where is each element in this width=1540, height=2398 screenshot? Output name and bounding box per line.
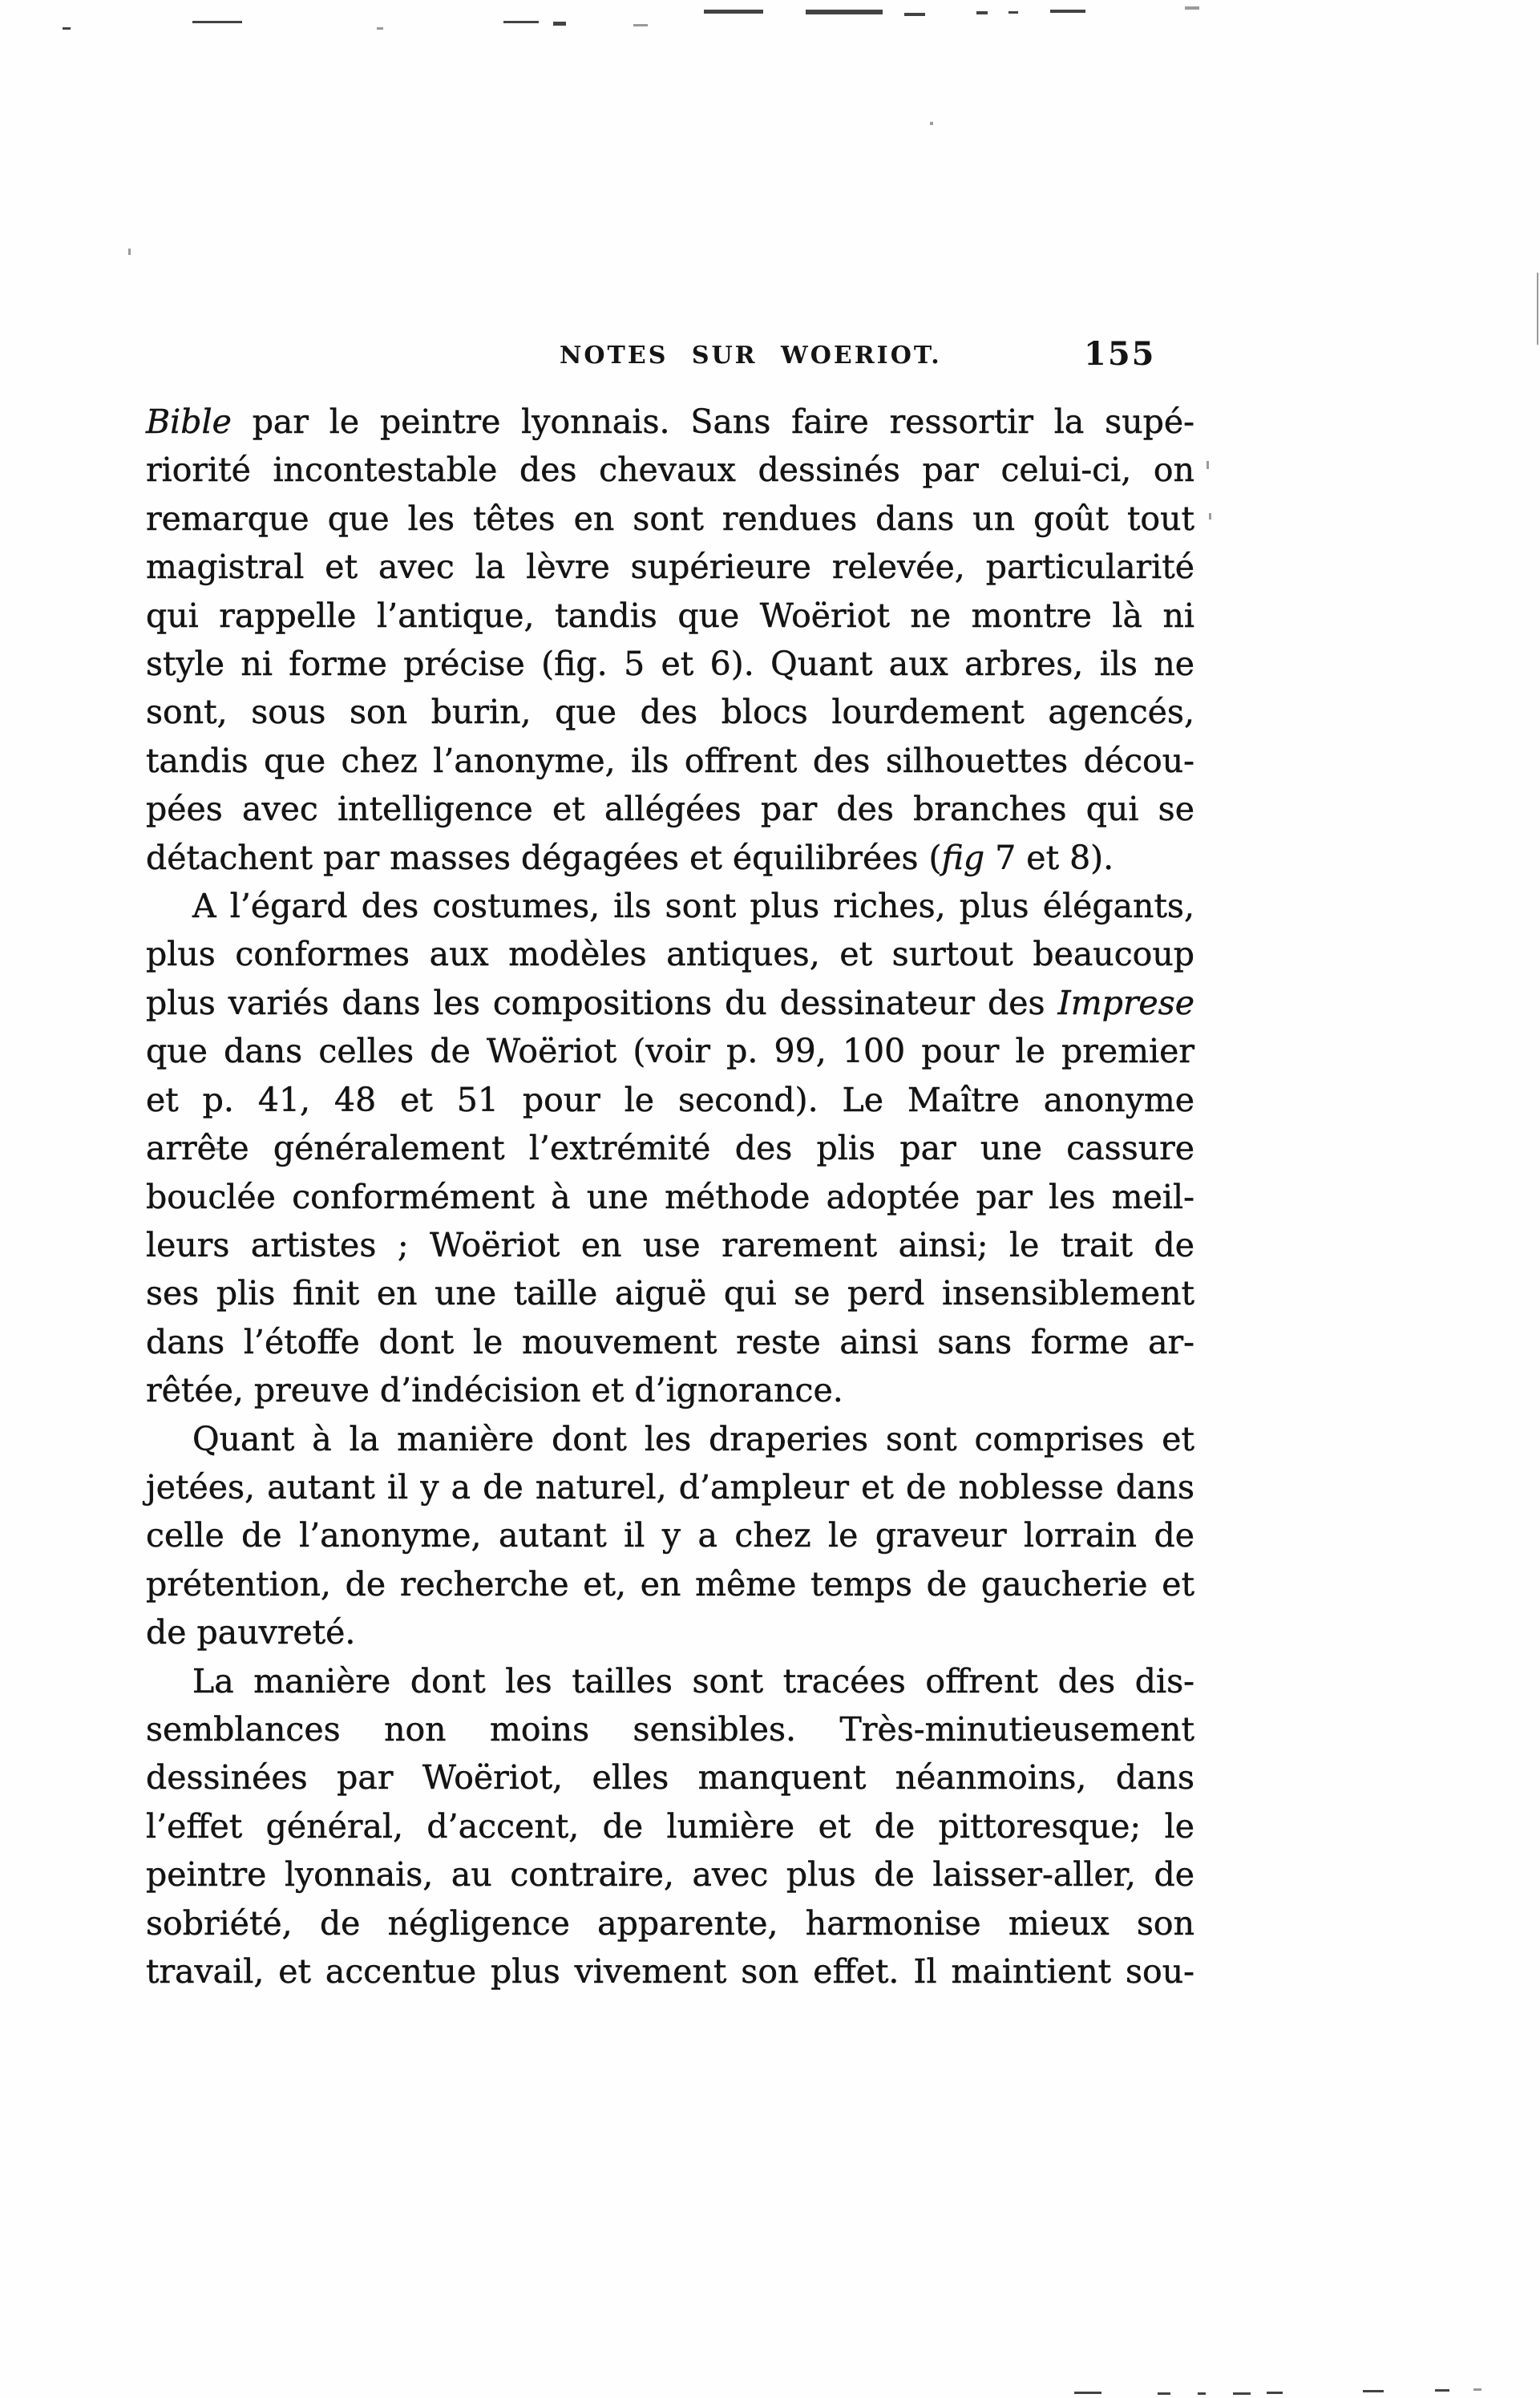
paragraph — [146, 882, 1194, 1414]
text-segment: tandis que chez l’anonyme, ils offrent des silhouettes décou- — [146, 741, 1194, 780]
text-line — [146, 1027, 1194, 1075]
scan-artifact — [553, 22, 566, 26]
text-line — [146, 1318, 1194, 1366]
scan-artifact — [128, 249, 131, 255]
paragraph — [146, 1657, 1194, 1996]
page-number: 155 — [1084, 335, 1156, 373]
text-segment: l’effet général, d’accent, de lumière et de pittoresque; le — [146, 1806, 1194, 1846]
text-line — [146, 1560, 1194, 1608]
scan-artifact — [215, 1148, 220, 1150]
text-segment: sont, sous son burin, que des blocs lourdement agencés, — [146, 693, 1194, 732]
scan-artifact — [806, 10, 883, 14]
text-segment: que dans celles de Woëriot (voir p. 99, 100 pour le premier — [146, 1032, 1194, 1071]
text-segment: dans l’étoffe dont le mouvement reste ainsi sans forme ar- — [146, 1322, 1194, 1361]
text-segment: par le peintre lyonnais. Sans faire ressortir la supé- — [231, 402, 1194, 441]
text-line — [146, 1463, 1194, 1511]
scan-artifact — [1050, 10, 1085, 13]
text-line — [146, 1850, 1194, 1899]
scan-artifact — [1209, 513, 1211, 520]
text-line — [146, 1511, 1194, 1559]
scan-artifact — [904, 13, 925, 16]
text-line — [146, 398, 1194, 446]
scan-artifact — [192, 21, 242, 23]
scan-artifact — [1207, 461, 1209, 469]
text-segment: arrête généralement l’extrémité des plis par une cassure — [146, 1129, 1194, 1168]
page-body — [146, 398, 1194, 1996]
text-segment: Quant à la manière dont les draperies sont comprises et — [192, 1419, 1194, 1458]
text-segment: La manière dont les tailles sont tracées offrent des dis- — [192, 1661, 1194, 1700]
text-line — [146, 979, 1194, 1027]
text-segment: sobriété, de négligence apparente, harmonise mieux son — [146, 1903, 1194, 1943]
page-header — [146, 335, 1194, 383]
text-segment: ses plis finit en une taille aiguë qui se perd insensiblement — [146, 1274, 1194, 1313]
text-line — [146, 1124, 1194, 1172]
text-segment: plus variés dans les compositions du dessinateur des — [146, 983, 1058, 1022]
text-segment: style ni forme précise (fig. 5 et 6). Quant aux arbres, ils ne — [146, 645, 1194, 684]
text-line — [146, 1076, 1194, 1124]
scan-artifact — [1008, 11, 1018, 14]
scan-artifact — [1185, 6, 1199, 10]
text-line — [146, 834, 1194, 882]
text-segment: qui rappelle l’antique, tandis que Woëriot ne montre là ni — [146, 596, 1194, 635]
text-line — [146, 1657, 1194, 1705]
text-line — [146, 1947, 1194, 1996]
paragraph — [146, 1415, 1194, 1657]
text-line — [146, 688, 1194, 736]
text-line — [146, 1705, 1194, 1753]
text-line — [146, 640, 1194, 688]
text-segment: prétention, de recherche et, en même temps de gaucherie et — [146, 1564, 1194, 1603]
text-segment: jetées, autant il y a de naturel, d’ampleur et de noblesse dans — [146, 1467, 1194, 1506]
scan-artifact — [1363, 2390, 1384, 2392]
scan-artifact — [377, 27, 383, 30]
text-line — [146, 1269, 1194, 1317]
scan-artifact — [1158, 2392, 1170, 2395]
text-segment: pées avec intelligence et allégées par des branches qui se — [146, 790, 1194, 829]
text-line — [146, 1415, 1194, 1463]
scan-artifact — [503, 21, 539, 23]
paragraph — [146, 398, 1194, 882]
text-segment: leurs artistes ; Woëriot en use rarement ainsi; le trait de — [146, 1225, 1194, 1264]
text-line — [146, 446, 1194, 494]
italic-text-segment: Bible — [146, 402, 232, 441]
text-segment: celle de l’anonyme, autant il y a chez le graveur lorrain de — [146, 1516, 1194, 1555]
text-segment: semblances non moins sensibles. Très-minutieusement — [146, 1709, 1194, 1749]
text-line — [146, 592, 1194, 640]
running-title: NOTES SUR WOERIOT. — [560, 342, 942, 370]
scan-artifact — [1233, 2392, 1251, 2395]
text-line — [146, 543, 1194, 591]
text-segment: plus conformes aux modèles antiques, et surtout beaucoup — [146, 935, 1194, 974]
text-line — [146, 930, 1194, 978]
scan-artifact — [1473, 2388, 1481, 2391]
text-line — [146, 1899, 1194, 1947]
text-line — [146, 785, 1194, 833]
scan-artifact — [1267, 2392, 1283, 2394]
text-segment: riorité incontestable des chevaux dessinés par celui-ci, on — [146, 451, 1194, 490]
scan-artifact — [976, 11, 988, 14]
italic-text-segment: Imprese — [1057, 983, 1194, 1022]
text-line — [146, 1608, 1194, 1656]
text-line — [146, 495, 1194, 543]
text-line — [146, 737, 1194, 785]
text-segment: de pauvreté. — [146, 1613, 356, 1652]
text-line — [146, 1753, 1194, 1802]
text-line — [146, 1173, 1194, 1221]
text-line — [146, 1802, 1194, 1850]
text-segment: rêtée, preuve d’indécision et d’ignorance. — [146, 1371, 843, 1410]
text-segment: 7 et 8). — [984, 838, 1114, 877]
text-line — [146, 1366, 1194, 1414]
text-segment: magistral et avec la lèvre supérieure relevée, particularité — [146, 548, 1194, 587]
scan-artifact — [704, 10, 763, 14]
text-segment: et p. 41, 48 et 51 pour le second). Le Maître anonyme — [146, 1080, 1194, 1119]
text-segment: A l’égard des costumes, ils sont plus riches, plus élégants, — [192, 887, 1194, 926]
scan-artifact — [1537, 273, 1538, 345]
scan-artifact — [1198, 2392, 1206, 2395]
text-line — [146, 1221, 1194, 1269]
text-segment: travail, et accentue plus vivement son effet. Il maintient sou- — [146, 1952, 1194, 1991]
text-segment: bouclée conformément à une méthode adoptée par les meil- — [146, 1177, 1194, 1216]
scan-artifact — [63, 27, 71, 30]
italic-text-segment: fig — [941, 838, 985, 877]
scan-artifact — [1435, 2389, 1449, 2392]
scan-artifact — [633, 24, 648, 26]
text-segment: peintre lyonnais, au contraire, avec plus de laisser-aller, de — [146, 1855, 1194, 1895]
text-segment: dessinées par Woëriot, elles manquent néanmoins, dans — [146, 1758, 1194, 1797]
text-segment: détachent par masses dégagées et équilibrées ( — [146, 838, 942, 877]
text-line — [146, 882, 1194, 930]
text-segment: remarque que les têtes en sont rendues dans un goût tout — [146, 499, 1194, 538]
scan-artifact — [930, 122, 933, 125]
scan-artifact — [1074, 2392, 1101, 2394]
